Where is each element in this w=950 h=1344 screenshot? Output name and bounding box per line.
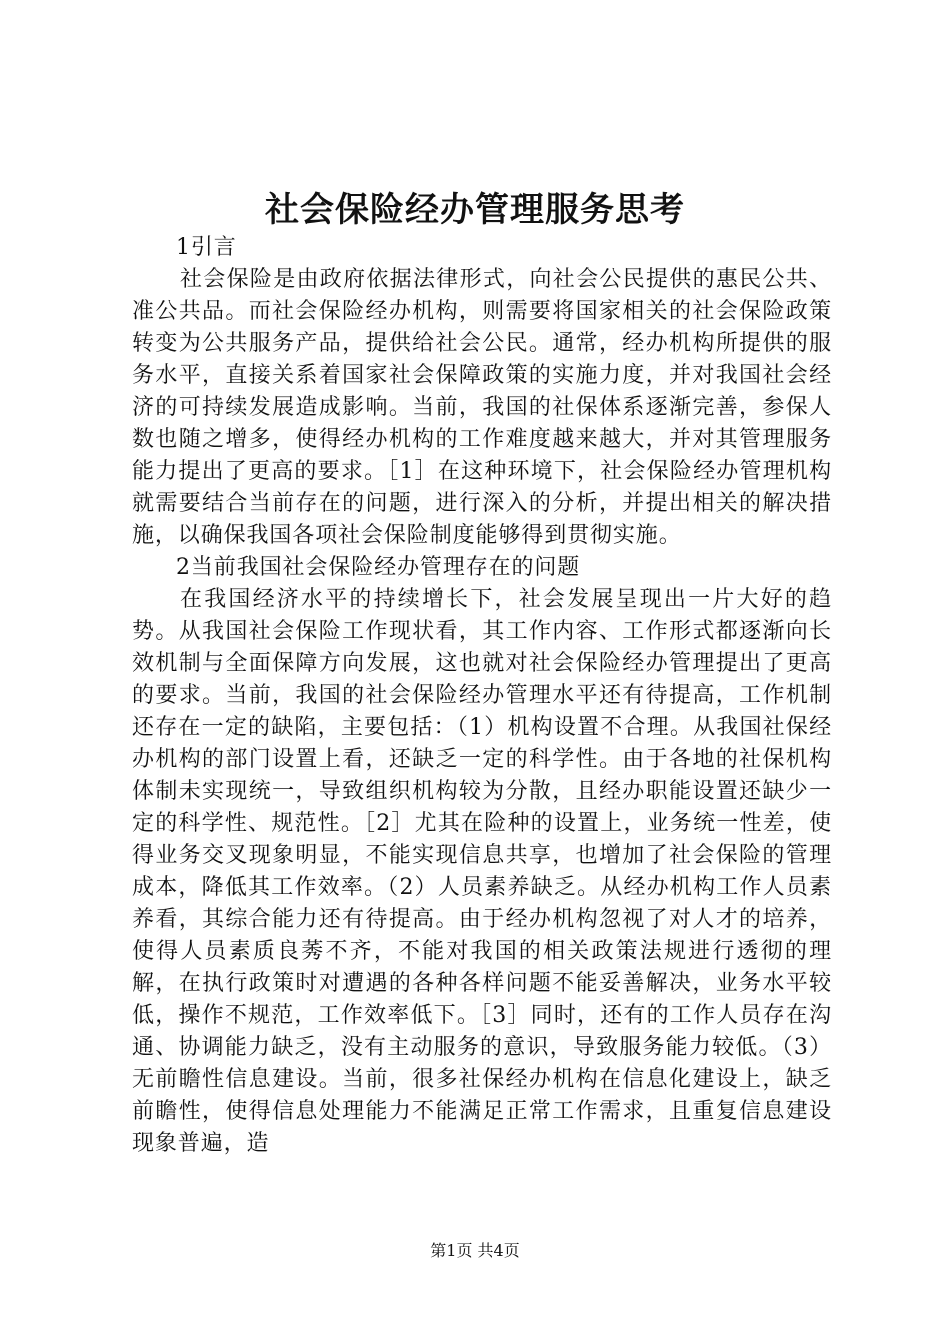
paragraph-intro: 社会保险是由政府依据法律形式，向社会公民提供的惠民公共、准公共品。而社会保险经办机构，则需要将国家相关的社会保险政策转变为公共服务产品，提供给社会公民。通常，经办机构所提供的服务水平，直接关系着国家社会保障政策的实施力度，并对我国社会经济的可持续发展造成影响。当前，我国的社保体系逐渐完善，参保人数也随之增多，使得经办机构的工作难度越来越大，并对其管理服务能力提出了更高的要求。［1］在这种环境下，社会保险经办管理机构就需要结合当前存在的问题，进行深入的分析，并提出相关的解决措施，以确保我国各项社会保险制度能够得到贯彻实施。 xyxy=(132,267,832,548)
section-heading-intro: 1引言 xyxy=(176,235,237,260)
page-footer: 第1页 共4页 xyxy=(430,1241,520,1260)
paragraph-problems: 在我国经济水平的持续增长下，社会发展呈现出一片大好的趋势。从我国社会保险工作现状看，其工作内容、工作形式都逐渐向长效机制与全面保障方向发展，这也就对社会保险经办管理提出了更高的要求。当前，我国的社会保险经办管理水平还有待提高，工作机制还存在一定的缺陷，主要包括：（1）机构设置不合理。从我国社保经办机构的部门设置上看，还缺乏一定的科学性。由于各地的社保机构体制未实现统一，导致组织机构较为分散，且经办职能设置还缺少一定的科学性、规范性。［2］尤其在险种的设置上，业务统一性差，使得业务交叉现象明显，不能实现信息共享，也增加了社会保险的管理成本，降低其工作效率。（2）人员素养缺乏。从经办机构工作人员素养看，其综合能力还有待提高。由于经办机构忽视了对人才的培养，使得人员素质良莠不齐，不能对我国的相关政策法规进行透彻的理解，在执行政策时对遭遇的各种各样问题不能妥善解决，业务水平较低，操作不规范，工作效率低下。［3］同时，还有的工作人员存在沟通、协调能力缺乏，没有主动服务的意识，导致服务能力较低。（3）无前瞻性信息建设。当前，很多社保经办机构在信息化建设上，缺乏前瞻性，使得信息处理能力不能满足正常工作需求，且重复信息建设现象普遍，造 xyxy=(132,587,832,1156)
document-title: 社会保险经办管理服务思考 xyxy=(265,190,685,230)
document-body xyxy=(132,232,832,1160)
section-heading-problems: 2当前我国社会保险经办管理存在的问题 xyxy=(176,555,581,580)
